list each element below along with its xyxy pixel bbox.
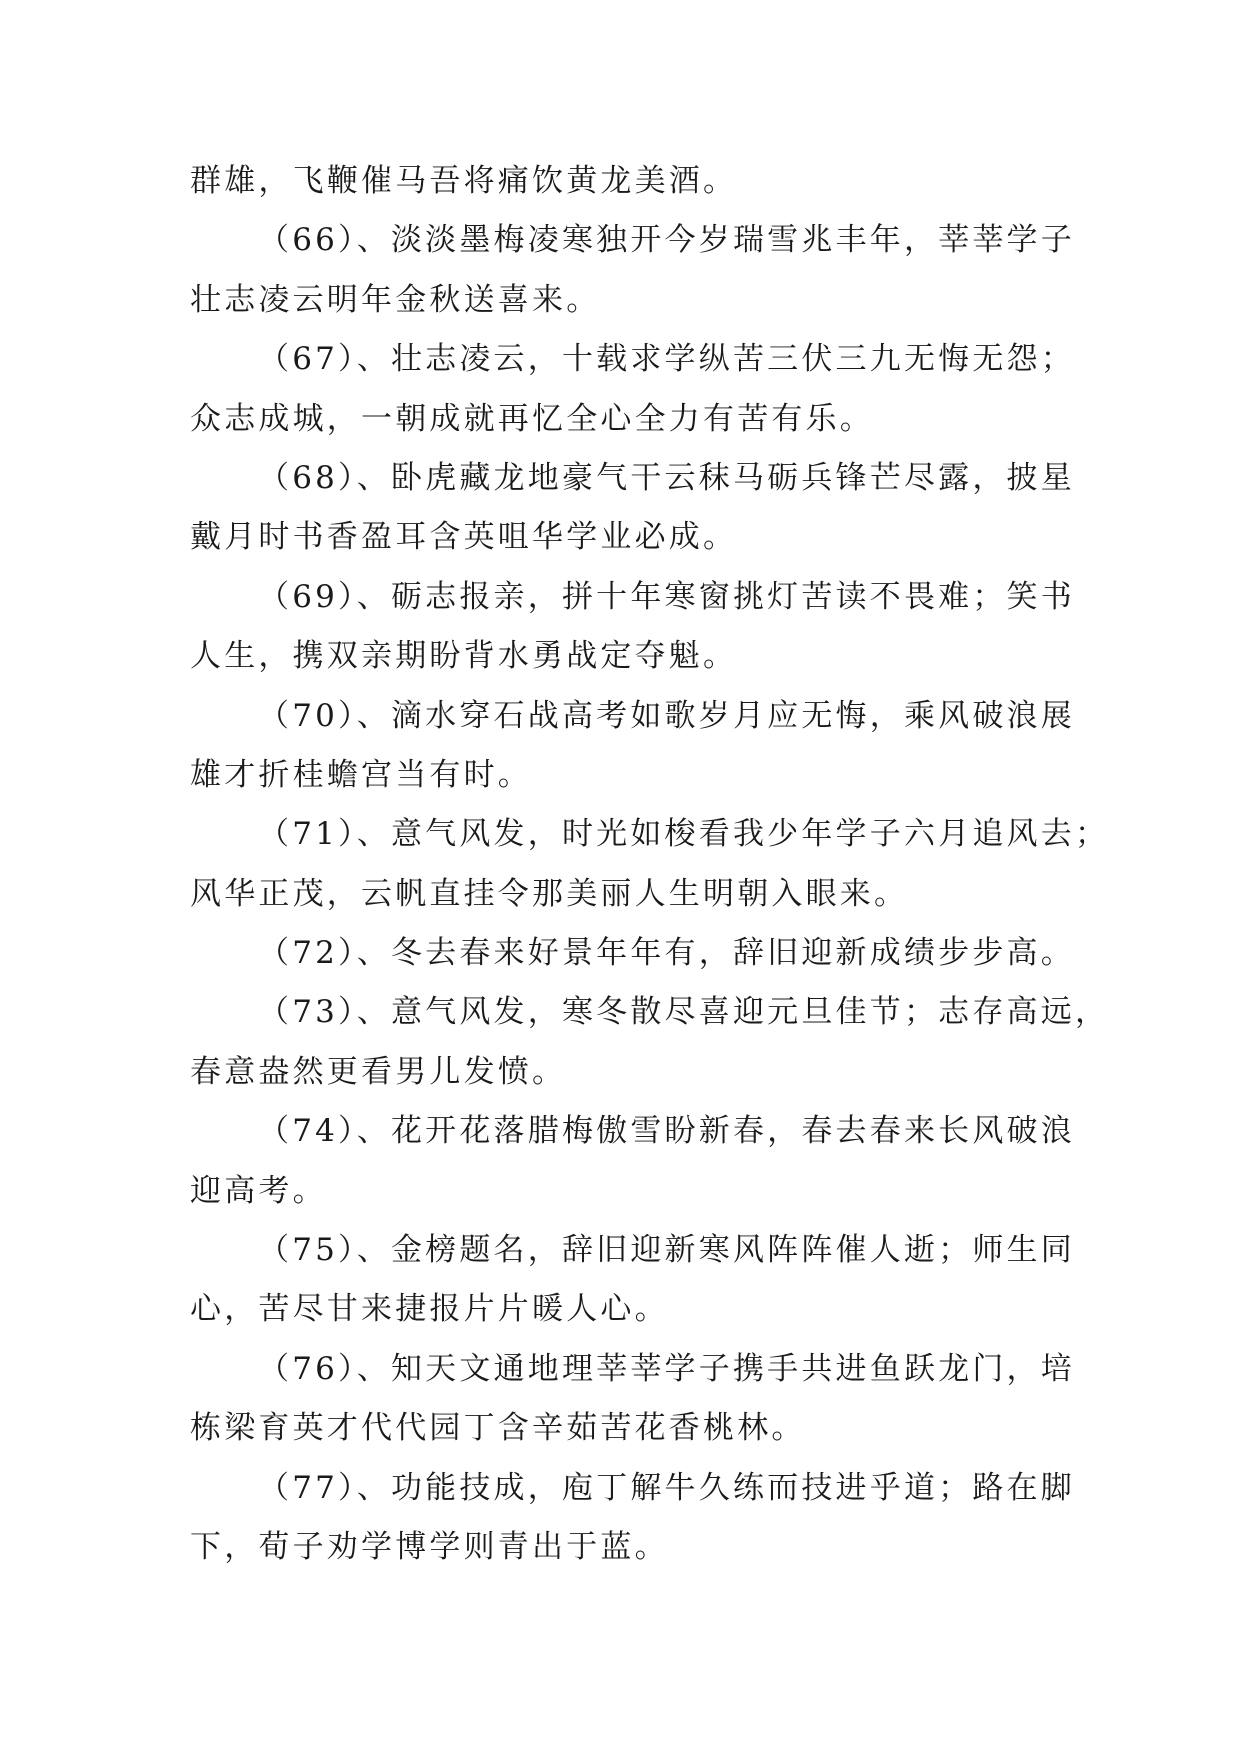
text-line: （68）、卧虎藏龙地豪气干云秣马砺兵锋芒尽露，披星 [258,459,1075,496]
text-line: （75）、金榜题名，辞旧迎新寒风阵阵催人逝；师生同 [258,1232,1075,1269]
text-line: （66）、淡淡墨梅凌寒独开今岁瑞雪兆丰年，莘莘学子 [258,222,1075,259]
text-line: 戴月时书香盈耳含英咀华学业必成。 [190,519,738,556]
paragraph-68 [190,449,1075,568]
paragraph-77 [190,1459,1075,1578]
text-line: 壮志凌云明年金秋送喜来。 [190,281,601,318]
paragraph-70 [190,687,1075,806]
paragraph-75 [190,1221,1075,1340]
text-line: （73）、意气风发，寒冬散尽喜迎元旦佳节；志存高远， [258,994,1110,1031]
paragraph-65-continuation [190,152,1070,211]
text-line: 心，苦尽甘来捷报片片暖人心。 [190,1291,669,1328]
paragraph-66 [190,211,1075,330]
paragraph-72 [190,924,1075,983]
text-line: （76）、知天文通地理莘莘学子携手共进鱼跃龙门，培 [258,1350,1075,1387]
text-line: 迎高考。 [190,1172,327,1209]
text-line: （70）、滴水穿石战高考如歌岁月应无悔，乘风破浪展 [258,697,1075,734]
paragraph-76 [190,1340,1075,1459]
document-body [190,152,1110,1577]
text-line: 众志成城，一朝成就再忆全心全力有苦有乐。 [190,400,874,437]
text-line: 雄才折桂蟾宫当有时。 [190,756,532,793]
text-line: 春意盎然更看男儿发愤。 [190,1053,567,1090]
text-line: 下，荀子劝学博学则青出于蓝。 [190,1528,669,1565]
text-line: 栋梁育英才代代园丁含辛茹苦花香桃林。 [190,1410,806,1447]
text-line: （74）、花开花落腊梅傲雪盼新春，春去春来长风破浪 [258,1113,1075,1150]
paragraph-71 [190,805,1110,924]
paragraph-73 [190,983,1110,1102]
paragraph-74 [190,1102,1075,1221]
text-line: （67）、壮志凌云，十载求学纵苦三伏三九无悔无怨； [258,341,1075,378]
text-line: 群雄，飞鞭催马吾将痛饮黄龙美酒。 [190,163,738,199]
text-line: 风华正茂，云帆直挂令那美丽人生明朝入眼来。 [190,875,909,912]
text-line: （71）、意气风发，时光如梭看我少年学子六月追风去； [258,816,1110,853]
paragraph-67 [190,330,1075,449]
text-line: （69）、砺志报亲，拼十年寒窗挑灯苦读不畏难；笑书 [258,578,1075,615]
text-line: 人生，携双亲期盼背水勇战定夺魁。 [190,638,738,675]
text-line: （72）、冬去春来好景年年有，辞旧迎新成绩步步高。 [258,935,1075,972]
text-line: （77）、功能技成，庖丁解牛久练而技进乎道；路在脚 [258,1469,1075,1506]
paragraph-69 [190,568,1075,687]
